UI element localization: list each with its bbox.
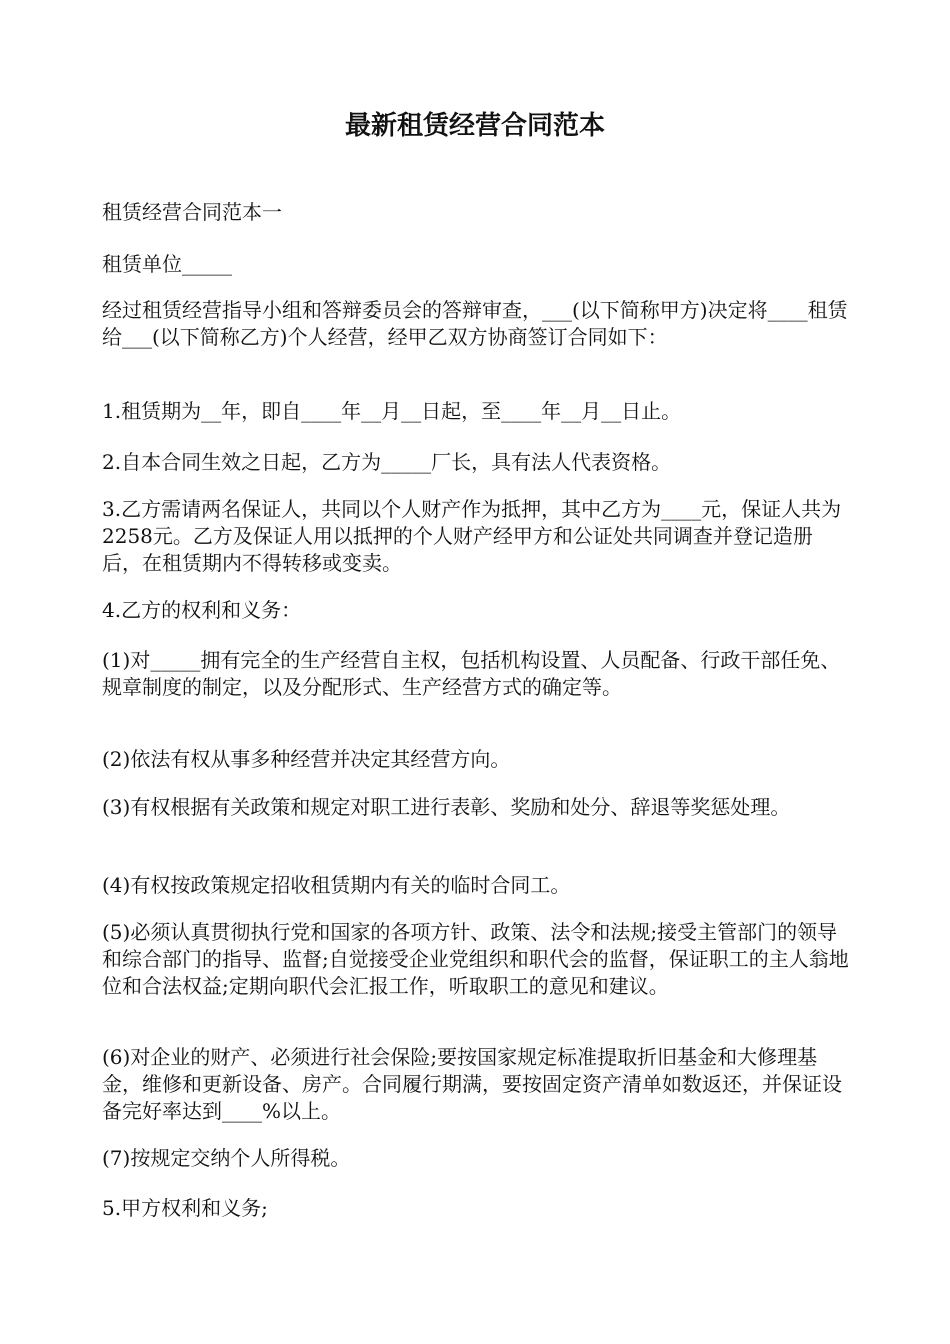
clause-4-item-2: (2)依法有权从事多种经营并决定其经营方向。 <box>102 747 511 771</box>
clause-1: 1.租赁期为__年，即自____年__月__日起，至____年__月__日止。 <box>102 399 682 423</box>
clause-3: 3.乙方需请两名保证人，共同以个人财产作为抵押，其中乙方为____元，保证人共为2258元。乙方及保证人用以抵押的个人财产经甲方和公证处共同调查并登记造册后，在租赁期内不得转移或变卖。 <box>102 497 842 575</box>
clause-2: 2.自本合同生效之日起，乙方为_____厂长，具有法人代表资格。 <box>102 450 672 474</box>
clause-4-item-7: (7)按规定交纳个人所得税。 <box>102 1146 351 1170</box>
lessor-unit-line: 租赁单位_____ <box>102 252 232 276</box>
section-heading: 租赁经营合同范本一 <box>102 200 282 224</box>
clause-5-heading: 5.甲方权利和义务; <box>102 1196 268 1220</box>
clause-4-item-4: (4)有权按政策规定招收租赁期内有关的临时合同工。 <box>102 873 571 897</box>
document-title: 最新租赁经营合同范本 <box>344 111 605 141</box>
clause-4-heading: 4.乙方的权利和义务： <box>102 598 302 622</box>
clause-4-item-3: (3)有权根据有关政策和规定对职工进行表彰、奖励和处分、辞退等奖惩处理。 <box>102 795 791 819</box>
clause-4-item-1: (1)对_____拥有完全的生产经营自主权，包括机构设置、人员配备、行政干部任免、规章制度的制定，以及分配形式、生产经营方式的确定等。 <box>102 648 841 699</box>
clause-4-item-6: (6)对企业的财产、必须进行社会保险;要按国家规定标准提取折旧基金和大修理基金，维修和更新设备、房产。合同履行期满，要按固定资产清单如数返还，并保证设备完好率达到____%以上。 <box>102 1045 842 1123</box>
clause-4-item-5: (5)必须认真贯彻执行党和国家的各项方针、政策、法令和法规;接受主管部门的领导和综合部门的指导、监督;自觉接受企业党组织和职代会的监督，保证职工的主人翁地位和合法权益;定期向职代会汇报工作，听取职工的意见和建议。 <box>102 920 849 998</box>
intro-paragraph: 经过租赁经营指导小组和答辩委员会的答辩审查，___(以下简称甲方)决定将____租赁给___(以下简称乙方)个人经营，经甲乙双方协商签订合同如下： <box>102 298 848 349</box>
